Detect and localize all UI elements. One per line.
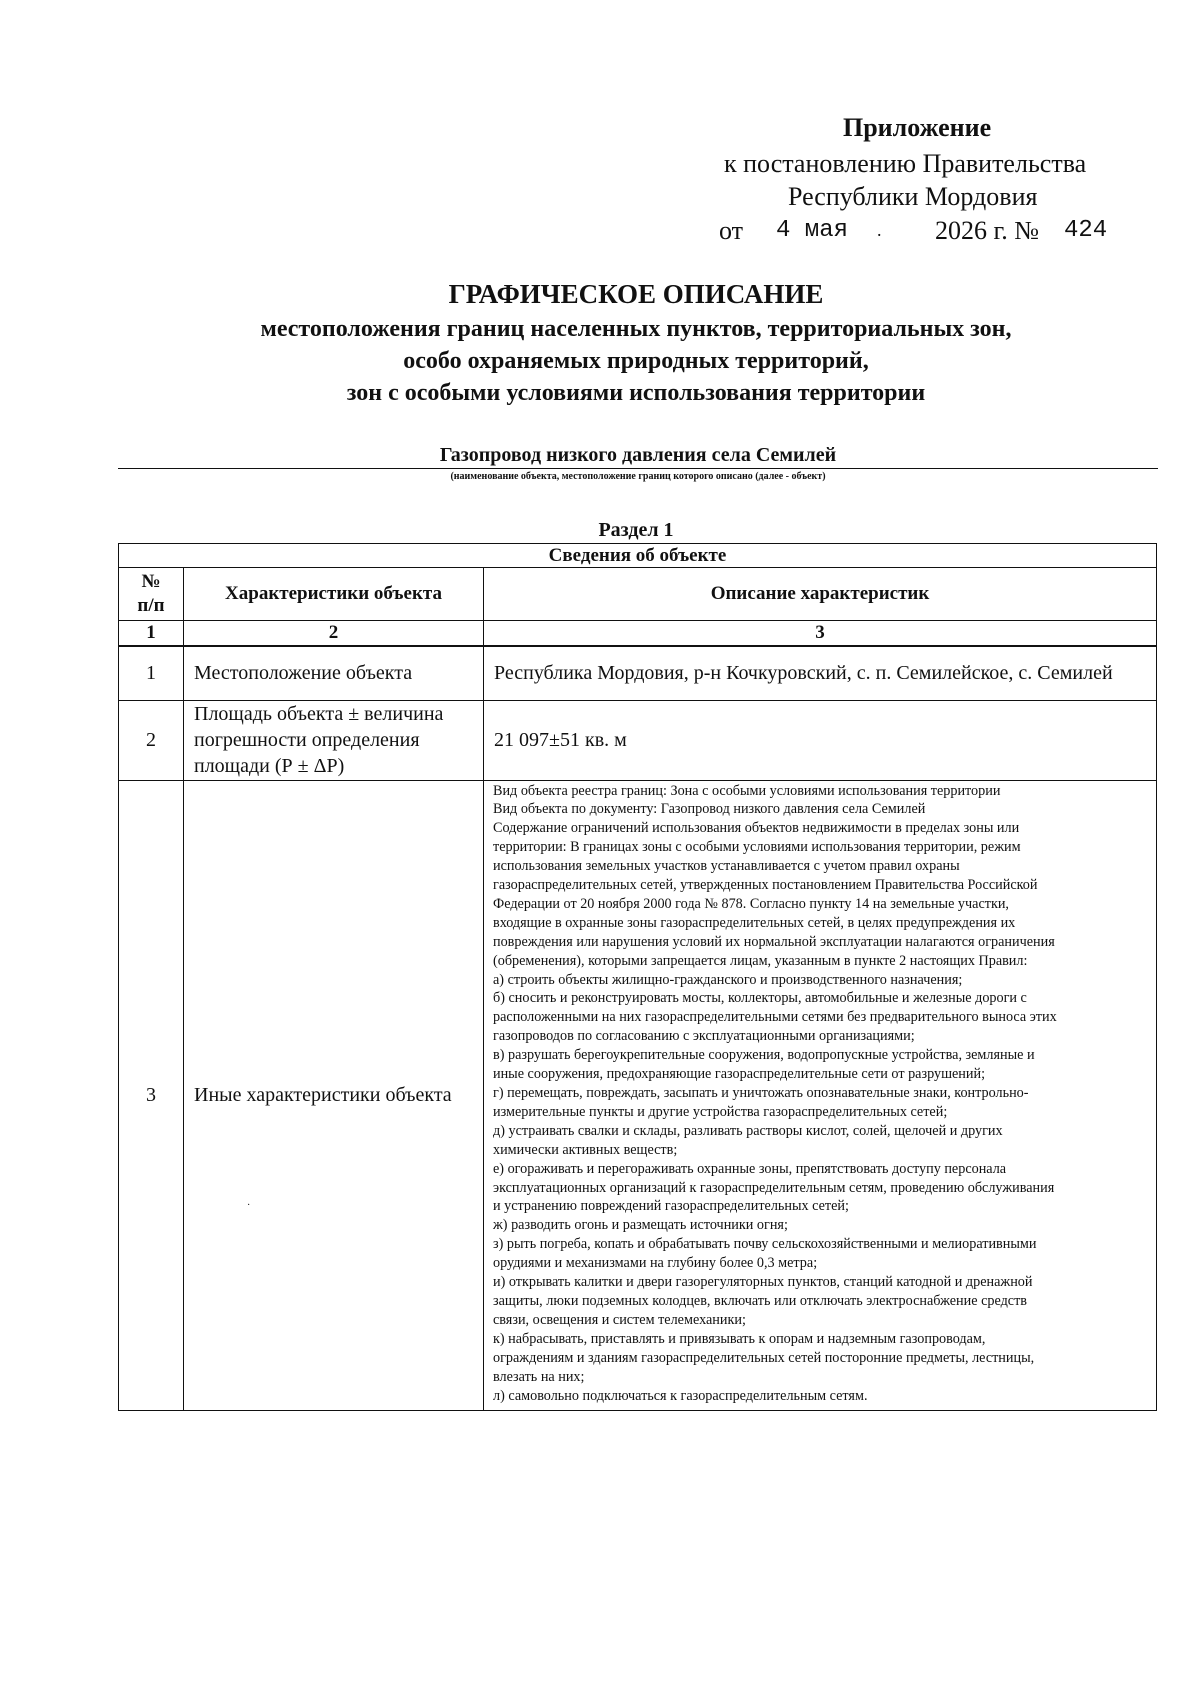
- object-info-table: [118, 543, 1157, 1411]
- restriction-line: защиты, люки подземных колодцев, включать или отключать электроснабжение средств: [493, 1292, 1027, 1309]
- restriction-line: в) разрушать берегоукрепительные сооружения, водопропускные устройства, земляные и: [493, 1047, 1035, 1064]
- document-subtitle-2: особо охраняемых природных территорий,: [403, 348, 869, 374]
- restriction-line: орудиями и механизмами на глубину более 0,3 метра;: [493, 1255, 818, 1272]
- object-name: Газопровод низкого давления села Семилей: [439, 444, 837, 466]
- row-characteristic: Площадь объекта ± величина погрешности определения площади (Р ± ΔР): [184, 700, 484, 780]
- restriction-line: газопроводов по согласованию с эксплуатационными организациями;: [493, 1028, 915, 1045]
- restriction-line: ж) разводить огонь и размещать источники огня;: [493, 1217, 788, 1234]
- restriction-line: химически активных веществ;: [493, 1141, 678, 1158]
- appendix-from-label: от: [719, 216, 744, 245]
- column-header-description: Описание характеристик: [484, 568, 1157, 621]
- restriction-line: ограждениям и зданиям газораспределительных сетей посторонние предметы, лестницы,: [493, 1349, 1035, 1366]
- appendix-date: 4 мая: [776, 217, 849, 244]
- restriction-line: л) самовольно подключаться к газораспределительным сетям.: [493, 1387, 868, 1404]
- restriction-line: повреждения или нарушения условий их нормальной эксплуатации налагаются ограничения: [493, 933, 1055, 950]
- restriction-line: е) огораживать и перегораживать охранные зоны, препятствовать доступу персонала: [493, 1160, 1007, 1177]
- column-number-2: 2: [184, 621, 484, 647]
- appendix-dot: .: [877, 220, 882, 240]
- document-subtitle-3: зон с особыми условиями использования территории: [346, 380, 926, 406]
- column-number-3: 3: [484, 621, 1157, 647]
- column-number-1: 1: [119, 621, 184, 647]
- restriction-line: г) перемещать, повреждать, засыпать и уничтожать опознавательные знаки, контрольно-: [493, 1085, 1029, 1101]
- appendix-line-1: к постановлению Правительства: [724, 149, 1087, 178]
- restriction-line: б) сносить и реконструировать мосты, коллекторы, автомобильные и железные дороги с: [493, 990, 1027, 1007]
- restriction-line: расположенными на них газораспределительными сетями без предварительного выноса этих: [493, 1009, 1057, 1026]
- restriction-line: эксплуатационных организаций к газораспределительным сетям, проведению обслуживания: [493, 1179, 1055, 1196]
- row-number: 3: [119, 780, 184, 1410]
- row-description-restrictions: [484, 780, 1157, 1410]
- restriction-line: и устранению повреждений газораспределительных сетей;: [493, 1198, 849, 1215]
- restriction-line: Содержание ограничений использования объектов недвижимости в пределах зоны или: [493, 820, 1020, 837]
- table-row: [119, 780, 1157, 1410]
- restriction-line: к) набрасывать, приставлять и привязывать к опорам и надземным газопроводам,: [493, 1330, 986, 1347]
- column-header-characteristic: Характеристики объекта: [184, 568, 484, 621]
- restriction-line: влезать на них;: [493, 1368, 585, 1385]
- restriction-line: Федерации от 20 ноября 2000 года № 878. Согласно пункту 14 на земельные участки,: [493, 895, 1009, 912]
- row-characteristic: Местоположение объекта: [184, 646, 484, 700]
- section-label: Раздел 1: [598, 519, 674, 541]
- row-description: Республика Мордовия, р-н Кочкуровский, с. п. Семилейское, с. Семилей: [484, 646, 1157, 700]
- appendix-line-2: Республики Мордовия: [788, 182, 1038, 211]
- document-subtitle-1: местоположения границ населенных пунктов, территориальных зон,: [260, 316, 1012, 342]
- restriction-line: и) открывать калитки и двери газорегуляторных пунктов, станций катодной и дренажной: [493, 1274, 1033, 1291]
- restriction-line: территории: В границах зоны с особыми условиями использования территории, режим: [493, 839, 1021, 856]
- restriction-line: иные сооружения, предохраняющие газораспределительные сети от разрушений;: [493, 1066, 986, 1083]
- appendix-year: 2026 г. №: [935, 216, 1040, 245]
- appendix-number: 424: [1064, 217, 1108, 244]
- table-row: [119, 700, 1157, 780]
- restriction-line: Вид объекта реестра границ: Зона с особыми условиями использования территории: [493, 782, 1001, 799]
- restriction-line: газораспределительных сетей, утвержденных постановлением Правительства Российской: [493, 877, 1038, 894]
- column-header-number-label: № п/п: [137, 571, 165, 616]
- restriction-line: связи, освещения и систем телемеханики;: [493, 1311, 746, 1328]
- object-name-caption: (наименование объекта, местоположение границ которого описано (далее - объект): [450, 471, 826, 482]
- restriction-line: измерительные пункты и другие устройства газораспределительных сетей;: [493, 1103, 948, 1120]
- restriction-line: использования земельных участков устанавливается с учетом правил охраны: [493, 858, 960, 875]
- column-header-number: [119, 568, 184, 621]
- restriction-line: (обременения), которыми запрещается лицам, указанным в пункте 2 настоящих Правил:: [493, 952, 1028, 969]
- restriction-line: входящие в охранные зоны газораспределительных сетей, в целях предупреждения их: [493, 914, 1016, 931]
- restriction-line: д) устраивать свалки и склады, разливать растворы кислот, солей, щелочей и других: [493, 1122, 1003, 1139]
- scan-speck: ·: [247, 1200, 251, 1211]
- object-name-underline: [118, 468, 1158, 469]
- table-title: Сведения об объекте: [119, 544, 1157, 568]
- restriction-line: Вид объекта по документу: Газопровод низкого давления села Семилей: [493, 801, 926, 818]
- appendix-title: Приложение: [843, 113, 992, 142]
- restriction-line: а) строить объекты жилищно-гражданского и производственного назначения;: [493, 971, 963, 988]
- table-row: [119, 646, 1157, 700]
- row-number: 2: [119, 700, 184, 780]
- row-characteristic: Иные характеристики объекта: [184, 780, 484, 1410]
- row-description: 21 097±51 кв. м: [484, 700, 1157, 780]
- document-title: ГРАФИЧЕСКОЕ ОПИСАНИЕ: [448, 279, 824, 309]
- restriction-line: з) рыть погреба, копать и обрабатывать почву сельскохозяйственными и мелиоративными: [493, 1236, 1037, 1253]
- row-number: 1: [119, 646, 184, 700]
